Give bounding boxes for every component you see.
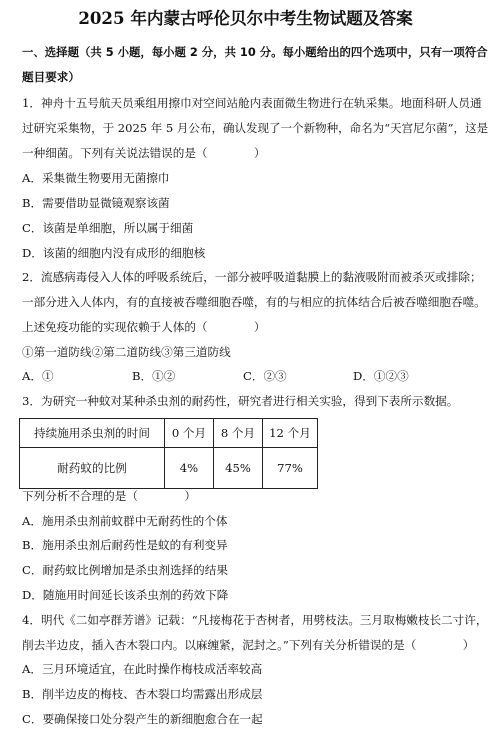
q2-stem-line-4: ①第一道防线②第二道防线③第三道防线 [22, 345, 231, 359]
table-cell: 耐药蚊的比例 [20, 448, 165, 489]
q3-option-a: A．施用杀虫剂前蚊群中无耐药性的个体 [22, 514, 228, 528]
q3-data-table [19, 418, 318, 489]
q4-option-a: A．三月环境适宜，在此时操作梅枝成活率较高 [22, 662, 263, 676]
section-heading-line-2: 题目要求） [22, 70, 80, 84]
table-row [20, 448, 318, 489]
q2-option-b: B．①② [132, 369, 176, 383]
q2-option-a: A．① [22, 369, 54, 383]
q4-stem-line-1: 4．明代《二如亭群芳谱》记载：“凡接梅花于杏树者，用劈枝法。三月取梅嫩枝长二寸许， [22, 613, 488, 627]
q1-stem-line-1: 1．神舟十五号航天员乘组用擦巾对空间站舱内表面微生物进行在轨采集。地面科研人员通 [22, 96, 482, 110]
q3-stem-line: 3．为研究一种蚊对某种杀虫剂的耐药性，研究者进行相关实验，得到下表所示数据。 [22, 394, 459, 408]
table-header-cell: 8 个月 [214, 419, 263, 448]
table-cell: 77% [263, 448, 318, 489]
page-title: 2025 年内蒙古呼伦贝尔中考生物试题及答案 [78, 8, 413, 28]
q3-option-c: C．耐药蚊比例增加是杀虫剂选择的结果 [22, 563, 228, 577]
table-cell: 45% [214, 448, 263, 489]
table-cell: 4% [165, 448, 214, 489]
q1-option-d: D．该菌的细胞内没有成形的细胞核 [22, 246, 206, 260]
q2-option-c: C．②③ [243, 369, 287, 383]
q3-question-line: 下列分析不合理的是（ ） [22, 489, 196, 503]
q1-option-c: C．该菌是单细胞，所以属于细菌 [22, 221, 194, 235]
q2-option-d: D．①②③ [353, 369, 409, 383]
q4-stem-line-2: 削去半边皮，插入杏木裂口内。以麻缠紧，泥封之。”下列有关分析错误的是（ ） [22, 638, 475, 652]
q3-option-b: B．施用杀虫剂后耐药性是蚊的有利变异 [22, 538, 228, 552]
q1-stem-line-2: 过研究采集物，于 2025 年 5 月公布，确认发现了一个新物种，命名为“天宫尼尔菌”，这是 [22, 121, 489, 135]
section-heading-line-1: 一、选择题（共 5 小题，每小题 2 分，共 10 分。每小题给出的四个选项中，只有一项符合 [22, 45, 488, 59]
q2-stem-line-3: 上述免疫功能的实现依赖于人体的（ ） [22, 320, 266, 334]
table-header-cell: 持续施用杀虫剂的时间 [20, 419, 165, 448]
table-row [20, 419, 318, 448]
q4-option-b: B．削半边皮的梅枝、杏木裂口均需露出形成层 [22, 687, 263, 701]
q1-option-b: B．需要借助显微镜观察该菌 [22, 196, 170, 210]
q1-stem-line-3: 一种细菌。下列有关说法错误的是（ ） [22, 146, 266, 160]
table-header-cell: 0 个月 [165, 419, 214, 448]
q2-stem-line-1: 2．流感病毒侵入人体的呼吸系统后，一部分被呼吸道黏膜上的黏液吸附而被杀灭或排除； [22, 270, 482, 284]
q4-option-c: C．要确保接口处分裂产生的新细胞愈合在一起 [22, 712, 263, 726]
q3-option-d: D．随施用时间延长该杀虫剂的药效下降 [22, 588, 229, 602]
q1-option-a: A．采集微生物要用无菌擦巾 [22, 171, 170, 185]
table-header-cell: 12 个月 [263, 419, 318, 448]
q2-stem-line-2: 一部分进入人体内，有的直接被吞噬细胞吞噬，有的与相应的抗体结合后被吞噬细胞吞噬。 [22, 295, 486, 309]
